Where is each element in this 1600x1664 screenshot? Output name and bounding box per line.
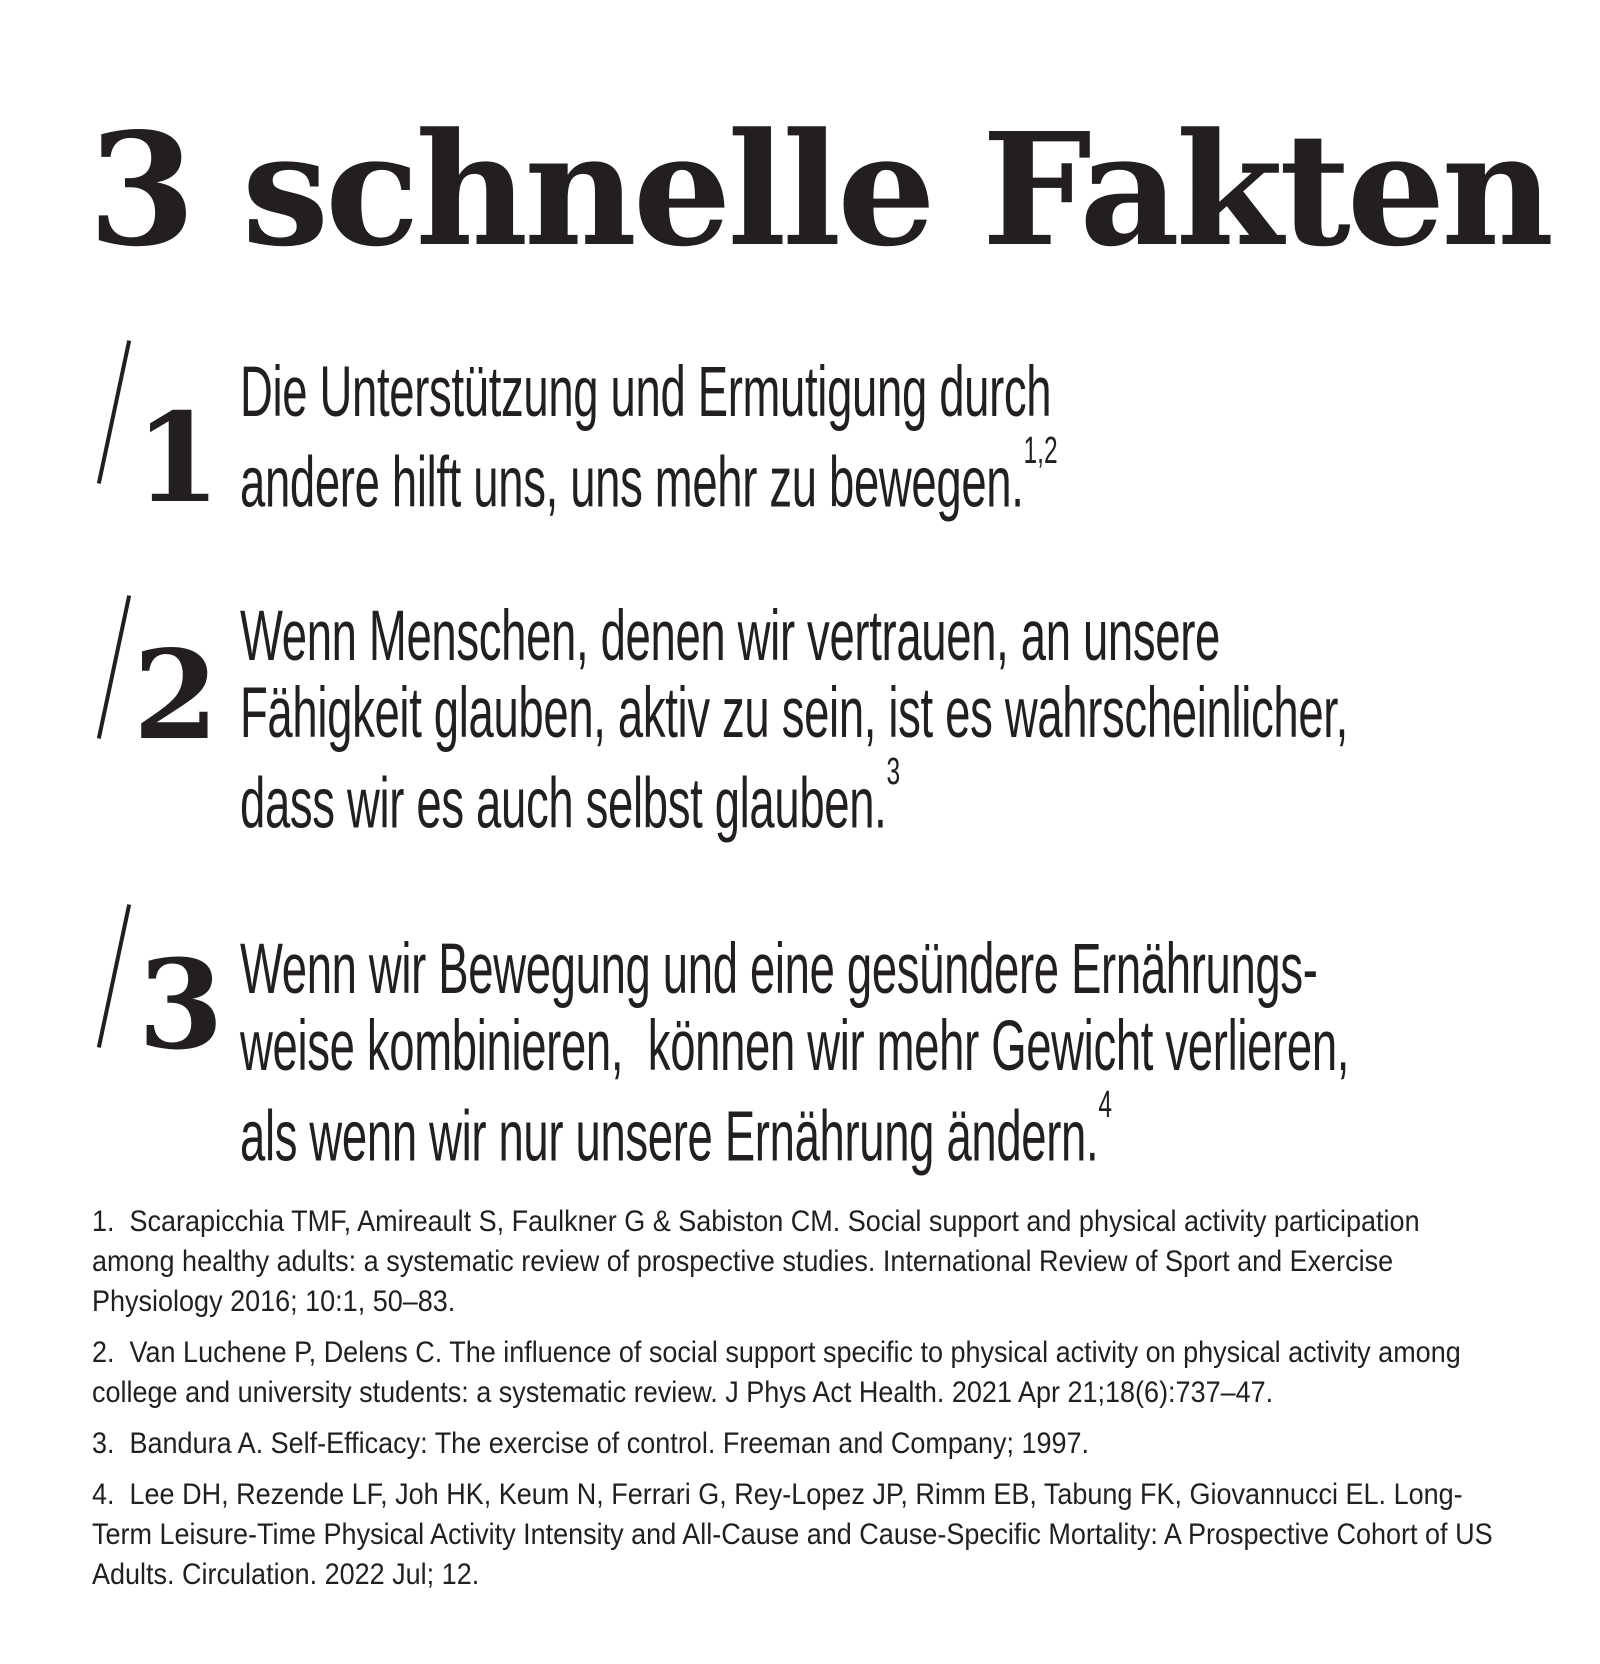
references-section (92, 1202, 1505, 1606)
fact-3-line-2: weise kombinieren, können wir mehr Gewicht verlieren, (240, 1007, 1350, 1086)
fact-2-text (240, 598, 1600, 843)
fact-3-text (240, 931, 1600, 1176)
fact-1-line-1: Die Unterstützung und Ermutigung durch (240, 353, 1052, 432)
fact-3-number (78, 901, 224, 1078)
fact-3-citation-superscript: 4 (1098, 1082, 1112, 1126)
reference-item: 3. Bandura A. Self-Efficacy: The exercise of control. Freeman and Company; 1997. (92, 1427, 1090, 1460)
fact-3-line-3 (240, 1082, 1600, 1177)
fact-1-number (78, 337, 221, 531)
fact-3-digit: 3 (138, 934, 224, 1078)
fact-3-line-1: Wenn wir Bewegung und eine gesündere Ernährungs- (240, 930, 1318, 1009)
reference-item: 4. Lee DH, Rezende LF, Joh HK, Keum N, Ferrari G, Rey-Lopez JP, Rimm EB, Tabung FK, Giovannucci EL. Long-Term Leisure-Time Physical Activity Intensity and All-Cause and Cause-Specific Mortality: A Prospective Cohort of US Adults. Circulation. 2022 Jul; 12. (92, 1478, 1499, 1591)
slash-icon (97, 904, 131, 1048)
fact-2-line-1: Wenn Menschen, denen wir vertrauen, an unsere (240, 597, 1220, 676)
slash-icon (97, 595, 131, 739)
fact-1-text (240, 354, 1600, 522)
fact-1-citation-superscript: 1,2 (1023, 428, 1058, 472)
page-title: 3 schnelle Fakten (88, 98, 1551, 281)
fact-1-digit: 1 (135, 387, 221, 531)
fact-2-line-2: Fähigkeit glauben, aktiv zu sein, ist es wahrscheinlicher, (240, 674, 1348, 753)
slash-icon (97, 340, 131, 484)
fact-1-line-2-text: andere hilft uns, uns mehr zu bewegen. (240, 443, 1024, 523)
fact-1-line-2 (240, 428, 1600, 523)
fact-3-line-3-text: als wenn wir nur unsere Ernährung ändern. (240, 1097, 1099, 1177)
reference-item: 1. Scarapicchia TMF, Amireault S, Faulkner G & Sabiston CM. Social support and physical activity participation among healthy adults: a systematic review of prospective studies. International Review of Sport and Exercise Physiology 2016; 10:1, 50–83. (92, 1205, 1428, 1318)
fact-2-number (78, 592, 218, 767)
fact-2-digit: 2 (133, 624, 219, 768)
fact-2-citation-superscript: 3 (886, 749, 901, 793)
reference-item: 2. Van Luchene P, Delens C. The influence of social support specific to physical activity on physical activity among college and university students: a systematic review. J Phys Act Health. 2021 Apr 21;18(6):737–47. (92, 1336, 1469, 1409)
fact-2-line-3 (240, 749, 1600, 844)
fact-2-line-3-text: dass wir es auch selbst glauben. (240, 764, 887, 844)
